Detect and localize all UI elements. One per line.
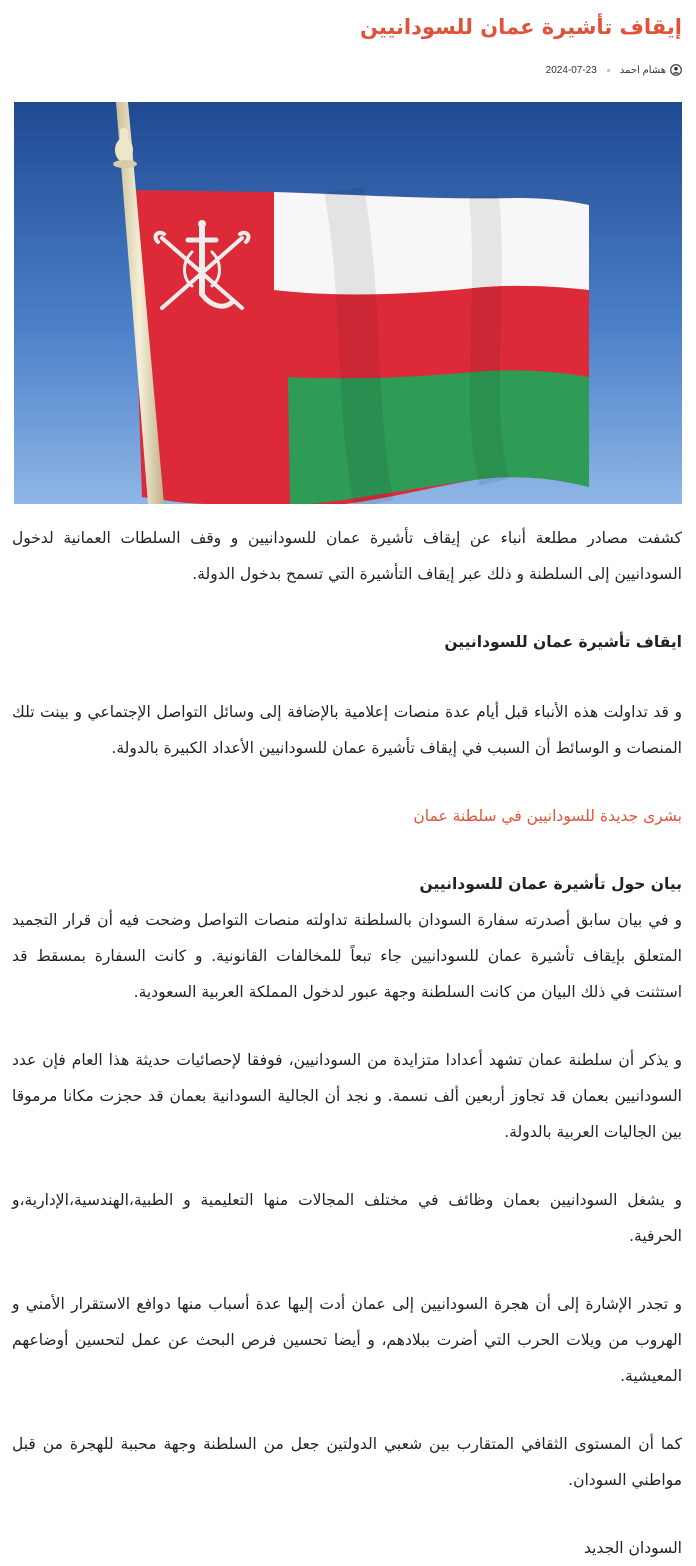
paragraph-intro: كشفت مصادر مطلعة أنباء عن إيقاف تأشيرة عمان للسودانيين و وقف السلطات العمانية لدخول السودانيين إلى السلطنة و ذلك عبر إيقاف التأشيرة التي تسمح بدخول الدولة. [12,529,682,583]
article-meta [546,60,682,80]
subheading-statement: بيان حول تأشيرة عمان للسودانيين [419,875,682,893]
subheading-visa-stop: ايقاف تأشيرة عمان للسودانيين [444,633,682,651]
user-circle-icon [670,64,682,76]
paragraph-cultural: كما أن المستوى الثقافي المتقارب بين شعبي الدولتين جعل من السلطنة وجهة محببة للهجرة من قبل مواطني السودان. [12,1435,682,1489]
paragraph-migration-reasons: و تجدر الإشارة إلى أن هجرة السودانيين إلى عمان أدت إليها عدة أسباب منها دوافع الاستقرار الأمني و الهروب من ويلات الحرب التي أضرت ببلادهم، و أيضا تحسين فرص البحث عن عمل لتحسين أوضاعهم المعيشية. [12,1295,682,1385]
article-title[interactable]: إيقاف تأشيرة عمان للسودانيين [360,15,682,39]
paragraph-jobs: و يشغل السودانيين بعمان وظائف في مختلف المجالات منها التعليمية و الطبية،الهندسية،الإدارية،و الحرفية. [12,1191,682,1245]
author-block[interactable] [620,64,682,76]
paragraph-news-spread: و قد تداولت هذه الأنباء قبل أيام عدة منصات إعلامية بالإضافة إلى وسائل التواصل الإجتماعي و بينت تلك المنصات و الوسائط أن السبب في إيقاف تأشيرة عمان للسودانيين الأعداد الكبيرة بالدولة. [12,703,682,757]
flag-white-band [274,192,589,294]
article-body [12,520,682,1566]
publish-date: 2024-07-23 [545,64,597,76]
author-name: هشام احمد [619,64,666,76]
paragraph-embassy-statement: و في بيان سابق أصدرته سفارة السودان بالسلطنة تداولته منصات التواصل وضحت فيه أن قرار التجميد المتعلق بإيقاف تأشيرة عمان للسودانيين جاء تبعاً للمخالفات القانونية. و كانت السفارة بمسقط قد استثنت في ذلك البيان من كانت السلطنة وجهة عبور لدخول المملكة العربية السعودية. [12,911,682,1001]
dot-separator [607,69,610,72]
hero-image [14,102,682,504]
oman-flag-photo [14,102,682,504]
paragraph-population: و يذكر أن سلطنة عمان تشهد أعدادا متزايدة من السودانيين، فوفقا لإحصائيات حديثة هذا العام فإن عدد السودانيين بعمان قد تجاوز أربعين ألف نسمة. و نجد أن الجالية السودانية بعمان قد حجزت مكانا مرموقا بين الجاليات العربية بالدولة. [12,1051,682,1141]
article-source: السودان الجديد [583,1539,682,1557]
related-article-link[interactable]: بشرى جديدة للسودانيين في سلطنة عمان [413,807,682,825]
